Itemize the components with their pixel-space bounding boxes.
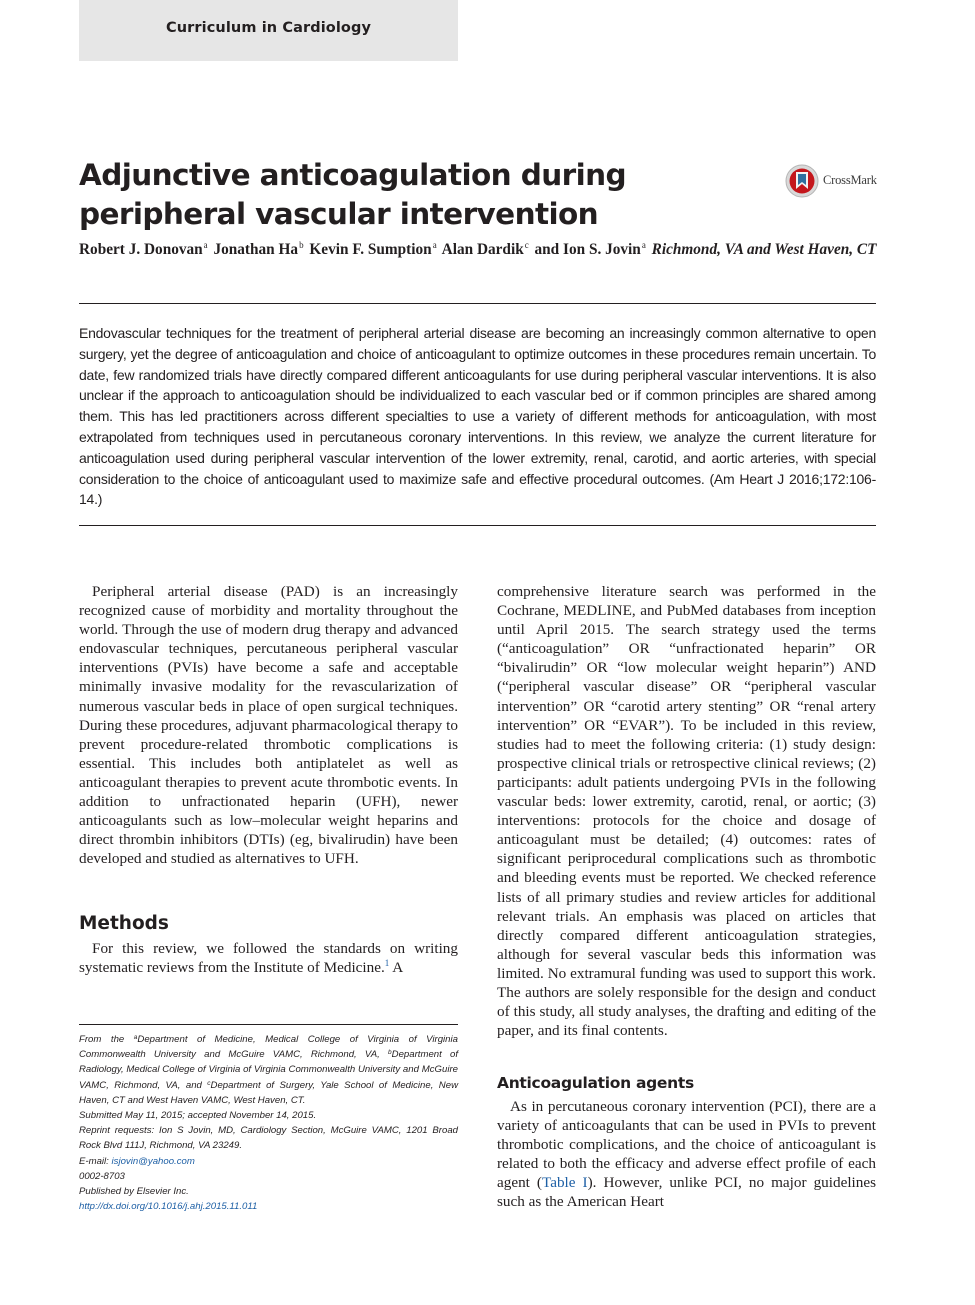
- author-location: Richmond, VA and West Haven, CT: [651, 241, 877, 258]
- methods-tail: A: [389, 959, 404, 977]
- affiliation-marker: c: [207, 1079, 211, 1087]
- reprint-requests: Reprint requests: Ion S Jovin, MD, Cardiology Section, McGuire VAMC, 1201 Broad Rock Blvd 111J, Richmond, VA 23249.: [79, 1125, 458, 1152]
- email-note: [79, 1154, 458, 1169]
- agents-paragraph: [497, 1097, 876, 1212]
- affiliation-c: Department of Surgery, Yale School of Medicine, New Haven, CT and West Haven VAMC, West Haven, CT.: [79, 1079, 458, 1106]
- email-label: E-mail:: [79, 1155, 112, 1167]
- section-label: Curriculum in Cardiology: [166, 20, 371, 36]
- affiliation-b: Department of Radiology, Medical College of Virginia of Virginia Commonwealth University and McGuire VAMC, Richmond, VA, and: [79, 1049, 458, 1091]
- footnote-rule: [79, 1024, 458, 1025]
- affiliation-a: Department of Medicine, Medical College of Virginia of Virginia Commonwealth University and McGuire VAMC, Richmond, VA,: [79, 1034, 458, 1061]
- intro-paragraph: Peripheral arterial disease (PAD) is an increasingly recognized cause of morbidity and mortality throughout the world. Through the use of modern drug therapy and advanced endovascular techniques, percutaneous peripheral vascular interventions (PVIs) have become a safe and acceptable minimally invasive modality for the revascularization of numerous vascular beds in place of open surgical techniques. During these procedures, adjuvant pharmacological therapy to prevent procedure-related thrombotic complications is essential. This includes both antiplatelet as well as anticoagulant therapies to prevent acute thrombotic events. In addition to unfractionated heparin (UFH), newer anticoagulants such as low–molecular weight heparins and direct thrombin inhibitors (DTIs) (eg, bivalirudin) have been developed and studied as alternatives to UFH.: [79, 583, 458, 868]
- affiliation-marker: b: [388, 1049, 392, 1057]
- author: Kevin F. Sumption: [309, 241, 432, 258]
- abstract-top-rule: [79, 303, 876, 304]
- doi-link[interactable]: http://dx.doi.org/10.1016/j.ahj.2015.11.011: [79, 1201, 258, 1213]
- crossmark-badge[interactable]: [785, 163, 885, 199]
- abstract: Endovascular techniques for the treatment of peripheral arterial disease are becoming an increasingly common alternative to open surgery, yet the degree of anticoagulation and choice of anticoagulant to optimize outcomes in these procedures remain uncertain. To date, few randomized trials have directly compared different anticoagulants for use during peripheral vascular interventions. It is also unclear if the approach to anticoagulation should be individualized to each vascular bed or if common principles are shared among them. This has led practitioners across different specialties to use a variety of different methods for anticoagulation, with most extrapolated from techniques used in percutaneous coronary interventions. In this review, we analyze the current literature for anticoagulation used during peripheral vascular intervention of the lower extremity, renal, carotid, and aortic arteries, with special consideration to the choice of anticoagulant used to maximize safe and effective procedural outcomes. (Am Heart J 2016;172:106-14.): [79, 325, 876, 508]
- agents-text: As in percutaneous coronary intervention (PCI), there are a variety of anticoagulants that can be used in PVIs to prevent thrombotic complications, and the choice of anticoagulant is related to both the efficacy and adverse effect profile of each agent (: [497, 1098, 876, 1192]
- methods-continued-paragraph: comprehensive literature search was performed in the Cochrane, MEDLINE, and PubMed databases from inception until April 2015. The search strategy used the terms (“anticoagulation” OR “unfractionated heparin” OR “bivalirudin” OR “low molecular weight heparin”) AND (“peripheral vascular disease” OR “peripheral vascular intervention” OR “carotid artery stenting” OR “renal artery intervention” OR “EVAR”). To be included in this review, studies had to meet the following criteria: (1) study design: prospective clinical trials or retrospective clinical reviews; (2) participants: adult patients undergoing PVIs in the following vascular beds: lower extremity, carotid, renal, or aortic; (3) interventions: protocols for the choice and dosage of anticoagulant must be detailed; (4) outcomes: rates of significant periprocedural complications such as thrombotic and bleeding events must be reported. We checked reference lists of all primary studies and review articles for additional relevant trials. An emphasis was placed on articles that directly compared different anticoagulation strategies, although for several vascular beds this information was limited. No extramural funding was used to support this work. The authors are solely responsible for the design and conduct of this study, all study analyses, the drafting and editing of the paper, and its final contents.: [497, 583, 876, 1040]
- affiliation-marker: b: [299, 240, 304, 250]
- affiliation-marker: a: [432, 240, 437, 250]
- submission-dates: Submitted May 11, 2015; accepted November 14, 2015.: [79, 1110, 317, 1122]
- reference-link[interactable]: 1: [384, 958, 390, 969]
- methods-heading: Methods: [79, 913, 169, 934]
- article-title: Adjunctive anticoagulation during peripheral vascular intervention: [79, 158, 627, 231]
- affiliation-marker: a: [203, 240, 208, 250]
- footnotes: [79, 1032, 458, 1214]
- crossmark-icon: [785, 163, 819, 199]
- left-column: [79, 582, 458, 868]
- author-list: [79, 240, 879, 260]
- affiliations-note: [79, 1032, 458, 1108]
- table-link[interactable]: Table I: [542, 1174, 588, 1192]
- author: Alan Dardik: [441, 241, 524, 258]
- affiliation-marker: c: [524, 240, 529, 250]
- abstract-bottom-rule: [79, 525, 876, 526]
- affiliation-marker: a: [133, 1034, 138, 1041]
- section-header-band: [79, 0, 458, 61]
- affiliation-marker: a: [641, 240, 646, 250]
- author: Robert J. Donovan: [79, 241, 203, 258]
- methods-text: For this review, we followed the standards on writing systematic reviews from the Institute of Medicine.: [79, 940, 458, 977]
- agents-column: [497, 1097, 876, 1212]
- methods-column: [79, 939, 458, 977]
- from-prefix: From the: [79, 1034, 134, 1045]
- publisher-note: Published by Elsevier Inc.: [79, 1186, 189, 1198]
- email-link[interactable]: isjovin@yahoo.com: [111, 1155, 195, 1167]
- author: and Ion S. Jovin: [534, 241, 641, 258]
- crossmark-label: CrossMark: [823, 173, 877, 187]
- agents-text-continued: ). However, unlike PCI, no major guidelines such as the American Heart: [497, 1174, 877, 1211]
- right-column: [497, 582, 876, 1040]
- agents-heading: Anticoagulation agents: [497, 1074, 694, 1092]
- author: Jonathan Ha: [213, 241, 299, 258]
- issn: 0002-8703: [79, 1170, 125, 1182]
- methods-paragraph: [79, 939, 458, 977]
